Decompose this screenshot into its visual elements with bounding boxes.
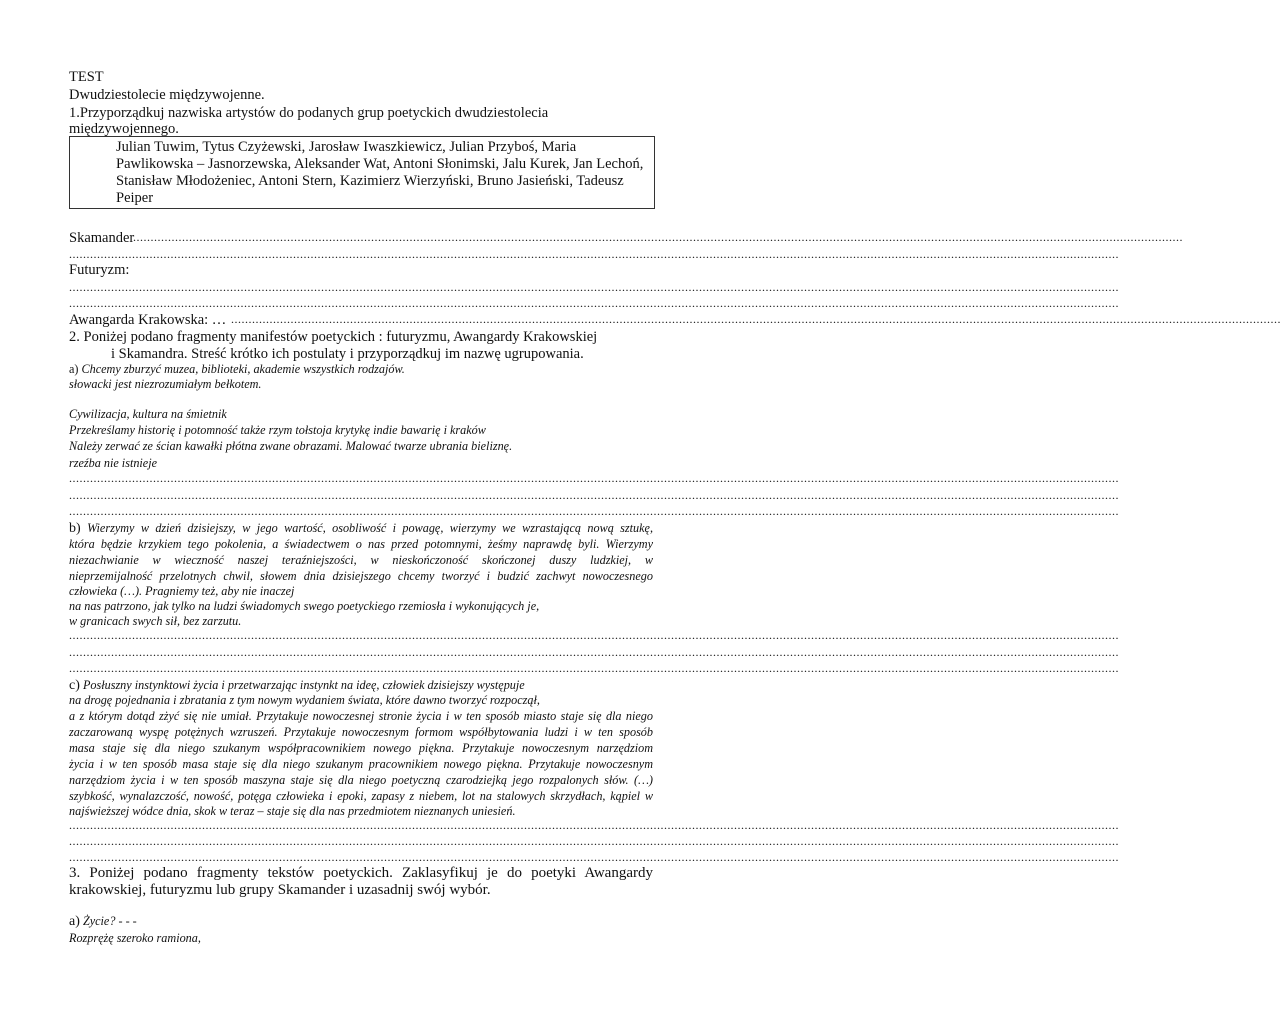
fragment-c-line: na drogę pojednania i zbratania z tym nowym wydaniem świata, które dawno tworzyć rozpoczął, <box>69 693 540 707</box>
answer-line[interactable]: ............................................................................................................................................................................................................................................................................................................ <box>69 850 1119 864</box>
futuryzm-label: Futuryzm: <box>69 262 130 278</box>
fragment-b-line: niezachwianie w wieczność naszej teraźniejszości, w nieskończoność skończonej duszy ludzkiej, w <box>69 553 653 567</box>
awangarda-label: Awangarda Krakowska: … <box>69 312 227 328</box>
question-2-line-1: 2. Poniżej podano fragmenty manifestów poetyckich : futuryzmu, Awangardy Krakowskiej <box>69 329 598 345</box>
answer-line-c[interactable]: ............................................................................................................................................................................................................................................................................................................ <box>69 818 1119 832</box>
fragment-b-label: b) <box>69 521 81 536</box>
question-2-line-2: i Skamandra. Streść krótko ich postulaty i przyporządkuj im nazwę ugrupowania. <box>111 346 584 362</box>
fragment-b-text: Wierzymy w dzień dzisiejszy, w jego wartość, osobliwość i powagę, wierzymy we wzrastającą nową sztukę, <box>87 521 654 535</box>
fragment-a-label: a) <box>69 362 79 376</box>
fragment-b-line <box>69 522 653 536</box>
fragment-a-line <box>69 363 405 375</box>
answer-line-skamander[interactable]: ............................................................................................................................................................................................................................................................................................................ <box>133 230 1183 244</box>
fragment-a-line: słowacki jest niezrozumiałym bełkotem. <box>69 377 262 391</box>
fragment-b-line: na nas patrzono, jak tylko na ludzi świadomych swego poetyckiego rzemiosła i wykonujących je, <box>69 599 540 613</box>
poem-a-text: Życie? - - - <box>82 914 137 928</box>
fragment-c-label: c) <box>69 678 80 693</box>
topic-heading: Dwudziestolecie międzywojenne. <box>69 87 265 103</box>
fragment-c-line <box>69 679 525 693</box>
names-line: Peiper <box>116 190 154 206</box>
fragment-b-line: w granicach swych sił, bez zarzutu. <box>69 614 242 628</box>
fragment-c-line: a z którym dotąd zżyć się nie umiał. Przytakuje nowoczesnej stronie życia i w ten sposób miasto staje się dla niego <box>69 709 653 723</box>
skamander-label: Skamander <box>69 230 135 246</box>
fragment-c-line: narzędziom życia i w ten sposób maszyna staje się dla niego poetyczną czarodziejką jego rozpalonych słów. (…) <box>69 773 653 787</box>
names-line: Pawlikowska – Jasnorzewska, Aleksander Wat, Antoni Słonimski, Jalu Kurek, Jan Lechoń, <box>116 156 644 172</box>
answer-line[interactable]: ............................................................................................................................................................................................................................................................................................................ <box>69 488 1119 502</box>
poem-a-line: Rozprężę szeroko ramiona, <box>69 931 201 945</box>
fragment-c-line: szybkość, wynalazczość, nowość, potęga człowieka i epoki, zapasy z niebem, lot na stalowych skrzydłach, kąpiel w <box>69 789 653 803</box>
question-3-line-1: 3. Poniżej podano fragmenty tekstów poetyckich. Zaklasyfikuj je do poetyki Awangardy <box>69 865 653 881</box>
answer-line[interactable]: ............................................................................................................................................................................................................................................................................................................ <box>69 504 1119 518</box>
poem-a-label: a) <box>69 914 80 929</box>
fragment-c-line: zaczarowaną wyspę potężnych wzruszeń. Przytakuje nowoczesnym formom współbytowania ludzi i w ten sposób <box>69 725 653 739</box>
fragment-b-line: nieprzemijalność przelotnych chwil, słowem dnia dzisiejszego chcemy tworzyć i budzić zachwyt nowoczesnego <box>69 569 653 583</box>
fragment-c-line: życia i w ten sposób masa staje się dla niego szukanym pracownikiem nowego piękna. Przytakuje nowoczesnym <box>69 757 653 771</box>
fragment-c-line: masa staje się dla niego szukanym współpracownikiem nowego piękna. Przytakuje nowoczesnym narzędziom <box>69 741 653 755</box>
answer-line-futuryzm[interactable]: ............................................................................................................................................................................................................................................................................................................ <box>69 280 1119 294</box>
fragment-a-line: Cywilizacja, kultura na śmietnik <box>69 407 227 421</box>
fragment-c-line: najświeższej wódce dnia, skok w teraz – staje się dla nas przedmiotem nieznanych uniesień. <box>69 804 516 818</box>
question-3-line-2: krakowskiej, futuryzmu lub grupy Skamander i uzasadnij swój wybór. <box>69 882 491 898</box>
answer-line[interactable]: ............................................................................................................................................................................................................................................................................................................ <box>69 645 1119 659</box>
fragment-a-text: Chcemy zburzyć muzea, biblioteki, akademie wszystkich rodzajów. <box>81 362 405 376</box>
answer-line[interactable]: ............................................................................................................................................................................................................................................................................................................ <box>69 247 1119 261</box>
fragment-a-line: rzeźba nie istnieje <box>69 456 158 470</box>
test-heading: TEST <box>69 69 104 85</box>
fragment-a-line: Przekreślamy historię i potomność także rzym tołstoja krytykę indie bawarię i kraków <box>69 423 486 437</box>
fragment-b-line: która będzie krzykiem tego pokolenia, a świadectwem o nas przed potomnymi, żeśmy naprawdę byli. Wierzymy <box>69 537 653 551</box>
names-line: Julian Tuwim, Tytus Czyżewski, Jarosław Iwaszkiewicz, Julian Przyboś, Maria <box>116 139 577 155</box>
fragment-a-line: Należy zerwać ze ścian kawałki płótna zwane obrazami. Malować twarze ubrania bieliznę. <box>69 439 513 453</box>
poem-a-line <box>69 915 137 929</box>
answer-line[interactable]: ............................................................................................................................................................................................................................................................................................................ <box>69 834 1119 848</box>
question-1-line-1: 1.Przyporządkuj nazwiska artystów do podanych grup poetyckich dwudziestolecia <box>69 105 549 121</box>
names-line: Stanisław Młodożeniec, Antoni Stern, Kazimierz Wierzyński, Bruno Jasieński, Tadeusz <box>116 173 624 189</box>
question-1-line-2: międzywojennego. <box>69 121 179 137</box>
fragment-c-text: Posłuszny instynktowi życia i przetwarzając instynkt na ideę, człowiek dzisiejszy występuje <box>82 678 525 692</box>
answer-line[interactable]: ............................................................................................................................................................................................................................................................................................................ <box>69 661 1119 675</box>
answer-line-b[interactable]: ............................................................................................................................................................................................................................................................................................................ <box>69 628 1119 642</box>
fragment-b-line: człowieka (…). Pragniemy też, aby nie inaczej <box>69 584 295 598</box>
answer-line[interactable]: ............................................................................................................................................................................................................................................................................................................ <box>69 296 1119 310</box>
answer-line-a[interactable]: ............................................................................................................................................................................................................................................................................................................ <box>69 471 1119 485</box>
answer-line-awangarda[interactable]: ............................................................................................................................................................................................................................................................................................................ <box>231 312 1281 326</box>
